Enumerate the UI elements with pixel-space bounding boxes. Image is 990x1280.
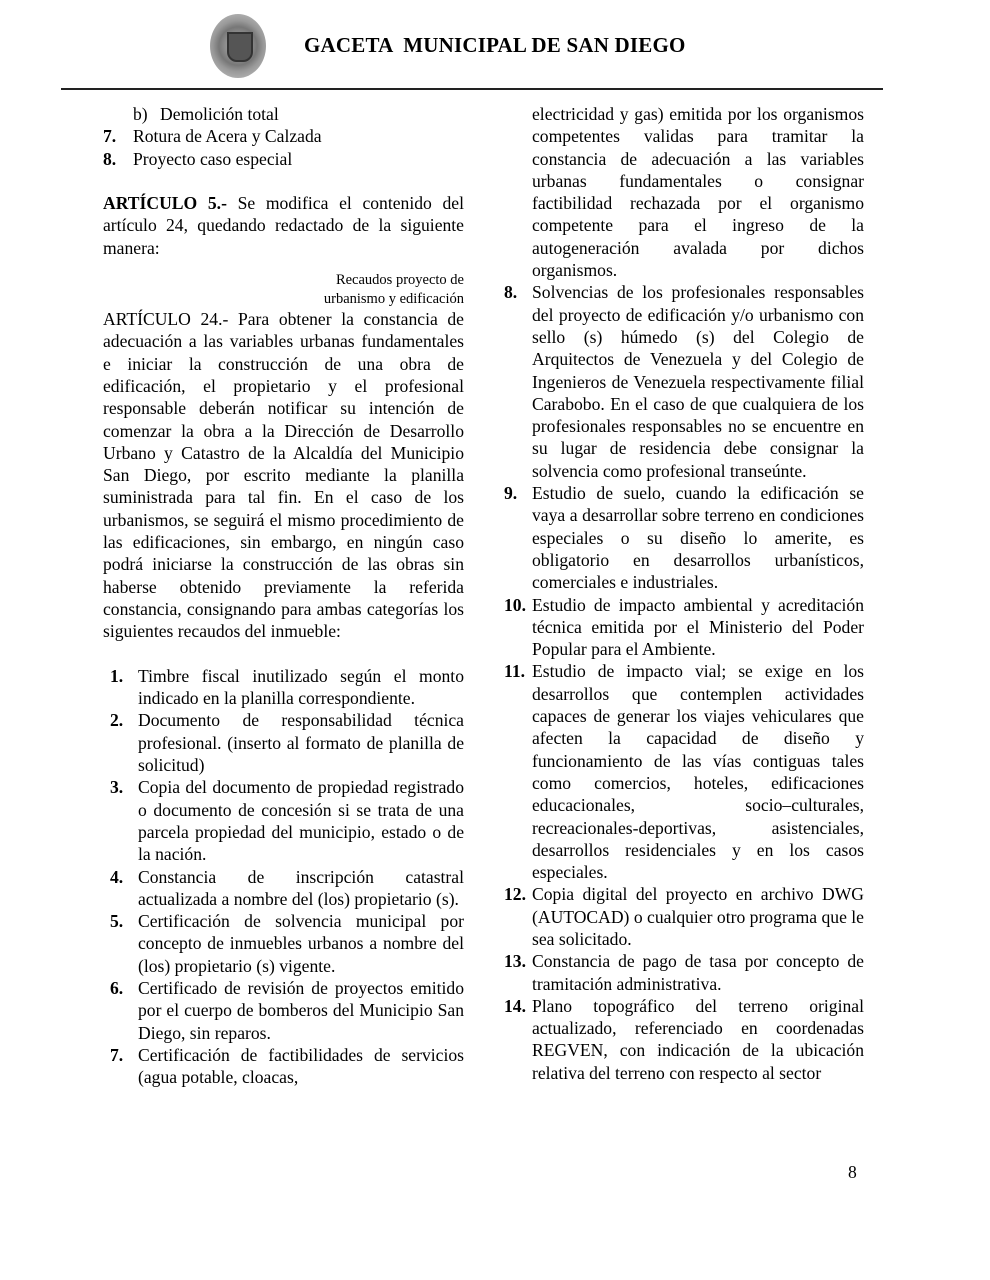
list-item: [103, 776, 464, 865]
list-item: [103, 125, 464, 147]
item-number: 7.: [110, 1044, 124, 1065]
item-number: 3.: [110, 777, 124, 798]
list-item: [504, 883, 864, 950]
article-5-paragraph: [103, 192, 464, 259]
item-text: Timbre fiscal inutilizado según el monto indicado en la planilla correspondiente.: [138, 665, 464, 709]
list-item: [103, 977, 464, 1044]
list-item: [504, 660, 864, 883]
article-24-paragraph: ARTÍCULO 24.- Para obtener la constancia de adecuación a las variables urbanas fundamentales e iniciar la construcción de una obra de edificación, el propietario y el profesional responsable deberán notificar su intención de comenzar la obra a la Dirección de Desarrollo Urbano y Catastro de la Alcaldía del Municipio San Diego, por escrito mediante la planilla suministrada para tal fin. En el caso de los urbanismos, se seguirá el mismo procedimiento de las edificaciones, sin embargo, en ningún caso podrá iniciarse la construcción de las obras sin haberse obtenido previamente la referida constancia, consignando para ambas categorías los siguientes recaudos del inmueble:: [103, 309, 464, 642]
article-5-text: Se modifica el contenido del artículo 24, quedando redactado de la siguiente manera:: [103, 193, 464, 258]
item-number: 13.: [504, 951, 526, 972]
item-text: Plano topográfico del terreno original actualizado, referenciado en coordenadas REGVEN, con indicación de la ubicación relativa del terreno con respecto al sector: [532, 995, 864, 1083]
item-number: 4.: [110, 866, 124, 887]
municipal-seal-logo: [210, 14, 266, 78]
item-text: Estudio de impacto vial; se exige en los desarrollos que contemplen actividades capaces de generar los viajes vehiculares que afecten la capacidad de diseño y funcionamiento de las vías contiguas tales como comercios, hoteles, edificaciones educacionales, socio–culturales, recreacionales-deportivas, asistenciales, desarrollos residenciales y en los casos especiales.: [532, 661, 864, 883]
item-text: Solvencias de los profesionales responsables del proyecto de edificación y/o urbanismo con sello (s) húmedo (s) del Colegio de Arquitectos de Venezuela y del Colegio de Ingenieros de Venezuela respectivamente filial Carabobo. En el caso de que cualquiera de los profesionales responsables no se encuentre en su lugar de residencia debe consignar la solvencia como profesional transeúnte.: [532, 282, 864, 481]
item-text: Certificación de solvencia municipal por concepto de inmuebles urbanos a nombre del (los) propietario (s) vigente.: [138, 911, 464, 976]
page-number: 8: [848, 1162, 857, 1182]
list-item: [504, 950, 864, 995]
list-item: [103, 866, 464, 911]
item-text: Copia digital del proyecto en archivo DWG (AUTOCAD) o cualquier otro programa que le sea solicitado.: [532, 884, 864, 949]
article-5-label: ARTÍCULO 5.-: [103, 193, 227, 214]
list-item: [504, 995, 864, 1084]
header-divider: [61, 88, 883, 90]
item-number: 10.: [504, 594, 526, 615]
list-item: [504, 482, 864, 593]
item-number: 9.: [504, 483, 518, 504]
item-text: Certificación de factibilidades de servicios (agua potable, cloacas,: [138, 1044, 464, 1088]
list-item: [103, 665, 464, 710]
item-number: 2.: [110, 710, 124, 731]
item-number: 5.: [110, 911, 124, 932]
right-column: [504, 103, 864, 1084]
list-item: [103, 910, 464, 977]
gazette-title: GACETA MUNICIPAL DE SAN DIEGO: [304, 33, 686, 57]
item-text: Constancia de inscripción catastral actualizada a nombre del (los) propietario (s).: [138, 866, 464, 909]
item-text: Copia del documento de propiedad registrado o documento de concesión si se trata de una parcela propiedad del municipio, estado o de la nación.: [138, 777, 464, 865]
list-item: [103, 103, 464, 125]
list-item: [103, 1044, 464, 1089]
list-item: [504, 281, 864, 482]
item-continuation: electricidad y gas) emitida por los organismos competentes validas para tramitar la constancia de adecuación a las variables urbanas fundamentales o consignar factibilidad rechazada por el organismo competente para el ingreso de la autogeneración avalada por dichos organismos.: [532, 104, 864, 281]
item-text: Certificado de revisión de proyectos emitido por el cuerpo de bomberos del Municipio San Diego, sin reparos.: [138, 977, 464, 1043]
item-number: 11.: [504, 661, 526, 682]
item-number: 8.: [103, 148, 117, 169]
list-item: [103, 148, 464, 170]
side-note: Recaudos proyecto de urbanismo y edificación: [323, 272, 464, 307]
item-number: 12.: [504, 884, 526, 905]
list-item: [103, 709, 464, 776]
item-number: 1.: [110, 665, 124, 686]
item-number: 14.: [504, 995, 526, 1016]
item-number: 6.: [110, 977, 124, 998]
item-number: b): [133, 104, 148, 124]
item-number: 7.: [103, 126, 117, 147]
left-column: [103, 103, 464, 1088]
item-text: Documento de responsabilidad técnica profesional. (inserto al formato de planilla de solicitud): [138, 710, 464, 776]
list-item: [504, 594, 864, 661]
item-text: Demolición total: [160, 104, 279, 124]
item-text: Estudio de impacto ambiental y acreditación técnica emitida por el Ministerio del Poder Popular para el Ambiente.: [532, 594, 864, 660]
item-text: Constancia de pago de tasa por concepto de tramitación administrativa.: [532, 951, 864, 994]
item-text: Proyecto caso especial: [133, 148, 293, 169]
item-text: Rotura de Acera y Calzada: [133, 126, 322, 147]
item-text: Estudio de suelo, cuando la edificación se vaya a desarrollar sobre terreno en condiciones especiales o su diseño lo amerite, es obligatorio en desarrollos urbanísticos, comerciales e industriales.: [532, 483, 864, 593]
item-number: 8.: [504, 282, 518, 303]
